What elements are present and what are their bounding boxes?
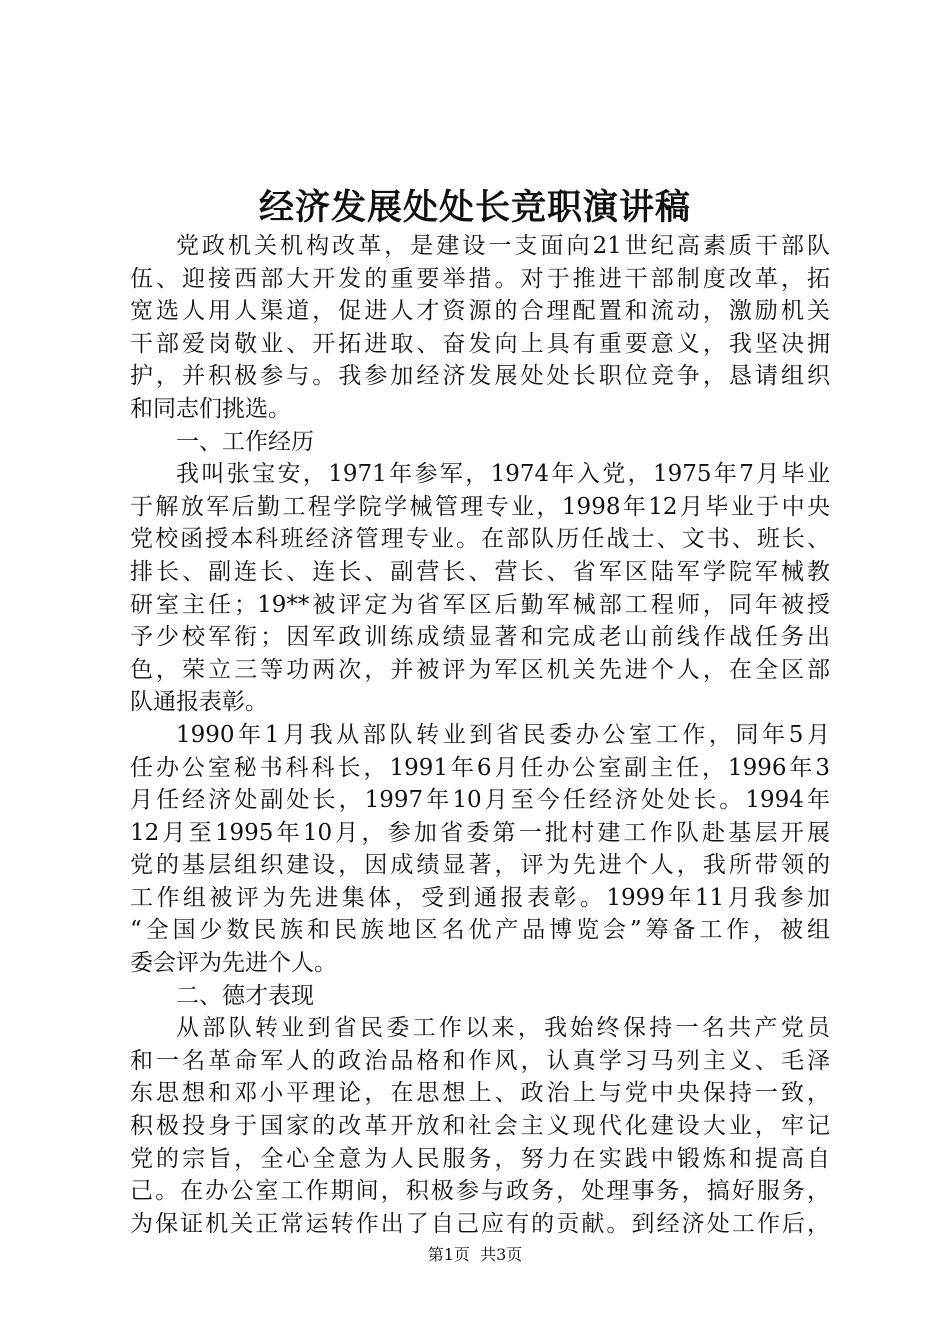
text-line: 积极投身于国家的改革开放和社会主义现代化建设大业，牢记	[130, 1113, 830, 1140]
text-line: 己。在办公室工作期间，积极参与政务，处理事务，搞好服务，	[130, 1178, 830, 1205]
text-line: 排长、副连长、连长、副营长、营长、省军区陆军学院军械教	[130, 558, 830, 585]
text-line: 党政机关机构改革，是建设一支面向21世纪高素质干部队	[176, 233, 830, 259]
text-line: 于解放军后勤工程学院学械管理专业，1998年12月毕业于中央	[130, 493, 830, 520]
text-line: 和同志们挑选。	[130, 395, 291, 422]
document-body	[130, 230, 830, 1240]
text-line: 队通报表彰。	[130, 689, 268, 716]
section-heading: 二、德才表现	[176, 982, 314, 1009]
text-line: 我叫张宝安，1971年参军，1974年入党，1975年7月毕业	[176, 461, 830, 488]
text-line: 党的宗旨，全心全意为人民服务，努力在实践中锻炼和提高自	[130, 1145, 830, 1172]
text-line: 工作组被评为先进集体，受到通报表彰。1999年11月我参加	[130, 884, 830, 911]
text-line: 护，并积极参与。我参加经济发展处处长职位竞争，恳请组织	[130, 363, 830, 390]
text-line: 东思想和邓小平理论，在思想上、政治上与党中央保持一致，	[130, 1080, 830, 1107]
text-line: 1990年1月我从部队转业到省民委办公室工作，同年5月	[176, 721, 830, 748]
text-line: 月任经济处副处长，1997年10月至今任经济处处长。1994年	[130, 787, 830, 814]
section-heading: 一、工作经历	[176, 428, 314, 455]
text-line: 12月至1995年10月，参加省委第一批村建工作队赴基层开展	[130, 819, 830, 846]
text-line: 为保证机关正常运转作出了自己应有的贡献。到经济处工作后，	[130, 1210, 830, 1237]
page-title: 经济发展处处长竞职演讲稿	[258, 187, 691, 228]
text-line: 党校函授本科班经济管理专业。在部队历任战士、文书、班长、	[130, 526, 830, 553]
text-line: 予少校军衔；因军政训练成绩显著和完成老山前线作战任务出	[130, 624, 830, 651]
text-line: 从部队转业到省民委工作以来，我始终保持一名共产党员	[176, 1015, 830, 1042]
text-line: 干部爱岗敬业、开拓进取、奋发向上具有重要意义，我坚决拥	[130, 330, 830, 357]
page-footer: 第1页 共3页	[427, 1245, 523, 1264]
text-line: 研室主任；19**被评定为省军区后勤军械部工程师，同年被授	[130, 591, 830, 618]
text-line: 伍、迎接西部大开发的重要举措。对于推进干部制度改革，拓	[130, 265, 830, 292]
text-line: 色，荣立三等功两次，并被评为军区机关先进个人，在全区部	[130, 656, 830, 683]
text-line: 任办公室秘书科科长，1991年6月任办公室副主任，1996年3	[130, 754, 830, 781]
text-line: 委会评为先进个人。	[130, 950, 337, 977]
text-line: “全国少数民族和民族地区名优产品博览会”筹备工作，被组	[130, 917, 830, 944]
text-line: 宽选人用人渠道，促进人才资源的合理配置和流动，激励机关	[130, 298, 830, 325]
text-line: 和一名革命军人的政治品格和作风，认真学习马列主义、毛泽	[130, 1047, 830, 1074]
text-line: 党的基层组织建设，因成绩显著，评为先进个人，我所带领的	[130, 852, 830, 879]
